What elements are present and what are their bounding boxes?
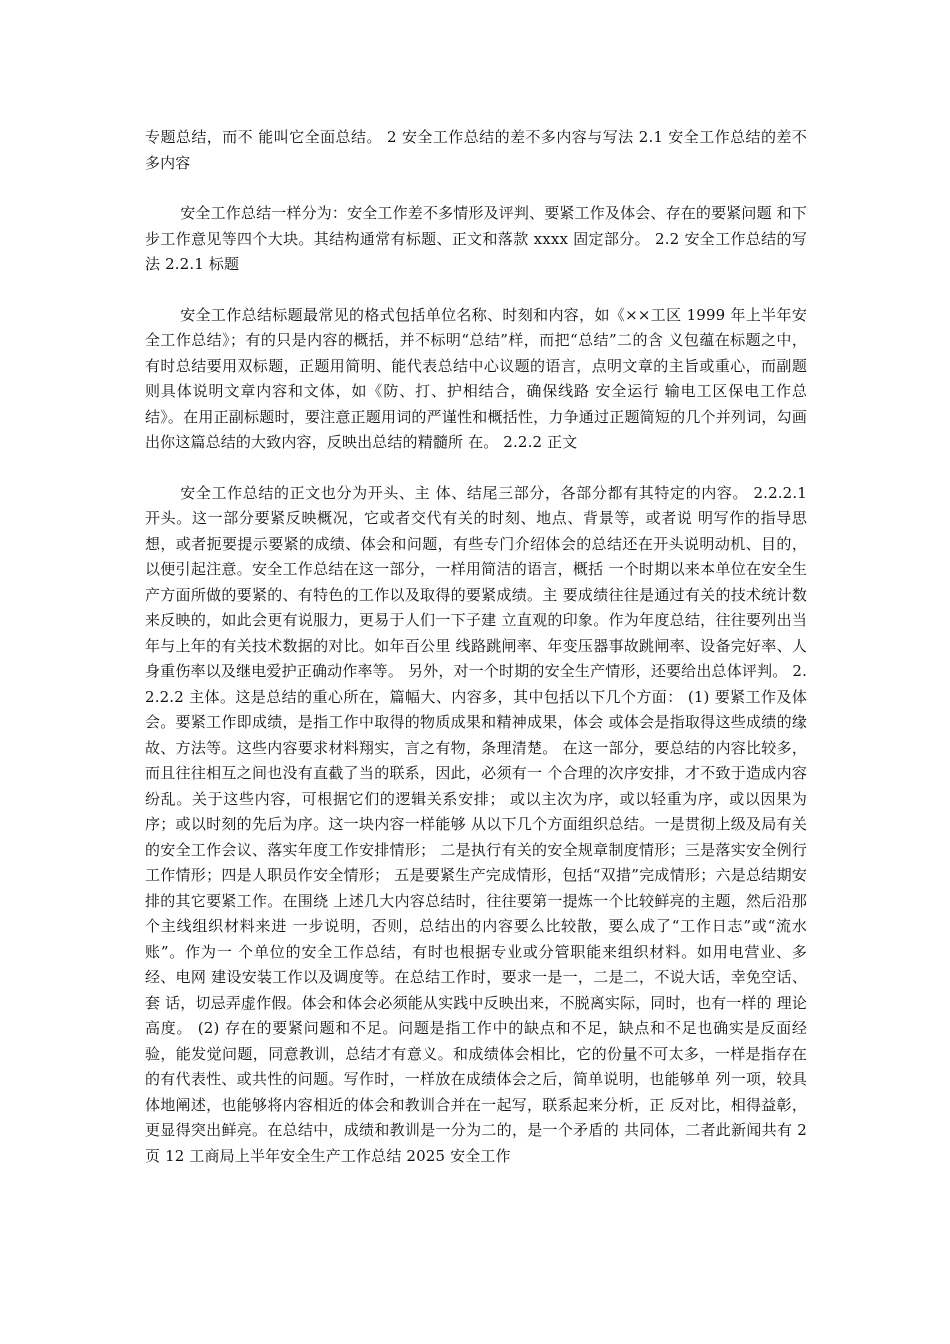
paragraph-gap [145, 176, 807, 201]
document-body [145, 125, 807, 1169]
paragraph-body-section: 安全工作总结的正文也分为开头、主 体、结尾三部分，各部分都有其特定的内容。 2.2.2.1 开头。这一部分要紧反映概况，它或者交代有关的时刻、地点、背景等，或者说 明写作的指导思想，或者扼要提示要紧的成绩、体会和问题，有些专门介绍体会的总结还在开头说明动机、目的，以便引起注意。安全工作总结在这一部分，一样用简洁的语言，概括 一个时期以来本单位在安全生产方面所做的要紧的、有特色的工作以及取得的要紧成绩。主 要成绩往往是通过有关的技术统计数来反映的，如此会更有说服力，更易于人们一下子建 立直观的印象。作为年度总结，往往要列出当年与上年的有关技术数据的对比。如年百公里 线路跳闸率、年变压器事故跳闸率、设备完好率、人身重伤率以及继电爱护正确动作率等。 另外，对一个时期的安全生产情形，还要给出总体评判。 2.2.2.2 主体。这是总结的重心所在，篇幅大、内容多，其中包括以下几个方面： (1) 要紧工作及体会。要紧工作即成绩，是指工作中取得的物质成果和精神成果，体会 或体会是指取得这些成绩的缘故、方法等。这些内容要求材料翔实，言之有物，条理清楚。 在这一部分，要总结的内容比较多，而且往往相互之间也没有直截了当的联系，因此，必须有一 个合理的次序安排，才不致于造成内容纷乱。关于这些内容，可根据它们的逻辑关系安排； 或以主次为序，或以轻重为序，或以因果为序；或以时刻的先后为序。这一块内容一样能够 从以下几个方面组织总结。一是贯彻上级及局有关的安全工作会议、落实年度工作安排情形； 二是执行有关的安全规章制度情形；三是落实安全例行工作情形；四是人职员作安全情形； 五是要紧生产完成情形，包括“双措”完成情形；六是总结期安排的其它要紧工作。在围绕 上述几大内容总结时，往往要第一提炼一个比较鲜亮的主题，然后沿那个主线组织材料来进 一步说明，否则，总结出的内容要么比较散，要么成了“工作日志”或“流水账”。作为一 个单位的安全工作总结，有时也根据专业或分管职能来组织材料。如用电营业、多经、电网 建设安装工作以及调度等。在总结工作时，要求一是一，二是二，不说大话，幸免空话、套 话，切忌弄虚作假。体会和体会必须能从实践中反映出来，不脱离实际，同时，也有一样的 理论高度。 (2) 存在的要紧问题和不足。问题是指工作中的缺点和不足，缺点和不足也确实是反面经验，能发觉问题，同意教训，总结才有意义。和成绩体会相比，它的份量不可太多，一样是指存在的有代表性、或共性的问题。写作时，一样放在成绩体会之后，简单说明，也能够单 列一项，较具体地阐述，也能够将内容相近的体会和教训合并在一起写，联系起来分析，正 反对比，相得益彰，更显得突出鲜亮。在总结中，成绩和教训是一分为二的，是一个矛盾的 共同体，二者此新闻共有 2 页 12 工商局上半年安全生产工作总结 2025 安全工作 [145, 483, 807, 1165]
paragraph-gap [145, 278, 807, 303]
paragraph-intro: 专题总结，而不 能叫它全面总结。 2 安全工作总结的差不多内容与写法 2.1 安全工作总结的差不多内容 [145, 128, 807, 172]
paragraph-gap [145, 456, 807, 481]
paragraph-content-overview: 安全工作总结一样分为：安全工作差不多情形及评判、要紧工作及体会、存在的要紧问题 和下步工作意见等四个大块。其结构通常有标题、正文和落款 xxxx 固定部分。 2.2 安全工作总结的写法 2.2.1 标题 [145, 204, 807, 273]
paragraph-title-section: 安全工作总结标题最常见的格式包括单位名称、时刻和内容，如《××工区 1999 年上半年安全工作总结》；有的只是内容的概括，并不标明“总结”样，而把“总结”二的含 义包蕴在标题之中，有时总结要用双标题，正题用简明、能代表总结中心议题的语言，点明文章的主旨或重心，而副题则具体说明文章内容和文体，如《防、打、护相结合，确保线路 安全运行 输电工区保电工作总结》。在用正副标题时，要注意正题用词的严谨性和概括性，力争通过正题简短的几个并列词，勾画出你这篇总结的大致内容，反映出总结的精髓所 在。 2.2.2 正文 [145, 305, 807, 451]
